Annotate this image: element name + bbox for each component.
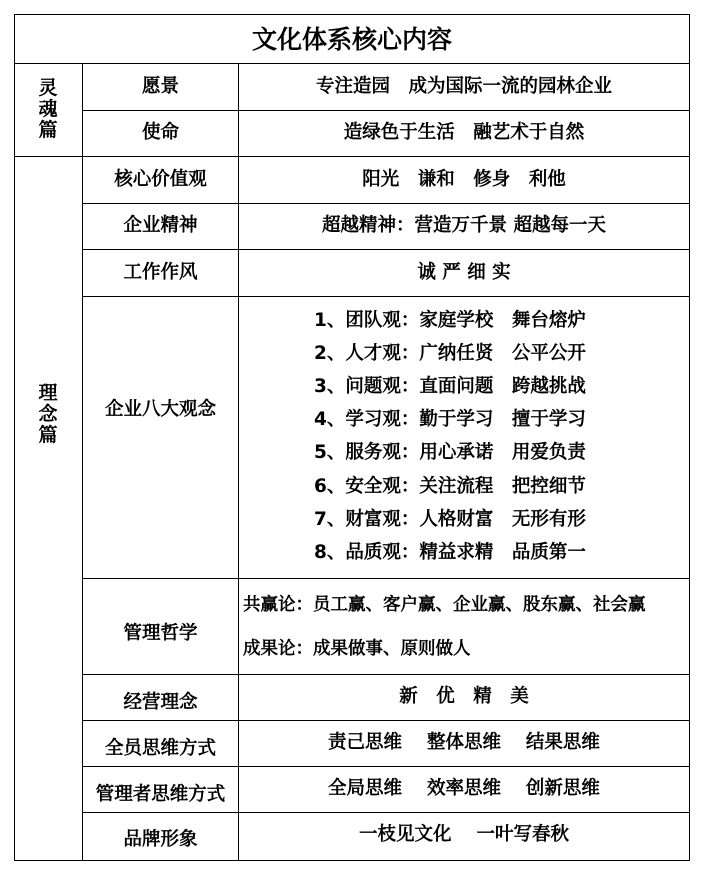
row-content-enterprise-spirit: 超越精神：营造万千景 超越每一天	[322, 215, 606, 236]
table-border-left	[14, 14, 15, 861]
list-item: 8、品质观：精益求精 品质第一	[314, 542, 586, 563]
section-label-philosophy: 理念篇	[38, 382, 58, 446]
row-name-core-values: 核心价值观	[114, 169, 207, 190]
row-divider	[82, 674, 690, 675]
row-content-mission: 造绿色于生活 融艺术于自然	[343, 122, 585, 143]
row-name-all-staff-thinking: 全员思维方式	[104, 738, 216, 759]
row-content-core-values: 阳光 谦和 修身 利他	[362, 169, 566, 190]
row-name-mission: 使命	[141, 122, 179, 143]
table-border-top	[14, 14, 690, 15]
row-divider	[82, 578, 690, 579]
list-item: 2、人才观：广纳任贤 公平公开	[314, 343, 586, 364]
row-divider	[82, 249, 690, 250]
row-name-management-philosophy: 管理哲学	[123, 623, 198, 644]
row-divider	[82, 296, 690, 297]
row-divider	[82, 720, 690, 721]
row-divider	[82, 766, 690, 767]
title-divider	[14, 63, 690, 64]
list-item: 3、问题观：直面问题 跨越挑战	[314, 376, 586, 397]
list-item: 5、服务观：用心承诺 用爱负责	[314, 442, 586, 463]
row-divider	[82, 812, 690, 813]
row-content-all-staff-thinking: 责己思维 整体思维 结果思维	[328, 732, 600, 753]
row-content-vision: 专注造园 成为国际一流的园林企业	[315, 76, 612, 97]
table-border-bottom	[14, 860, 690, 861]
row-content-business-philosophy: 新 优 精 美	[399, 686, 529, 707]
row-divider	[82, 203, 690, 204]
row-name-vision: 愿景	[141, 76, 179, 97]
section-divider	[14, 156, 690, 157]
row-name-manager-thinking: 管理者思维方式	[95, 784, 226, 805]
list-item: 6、安全观：关注流程 把控细节	[314, 476, 586, 497]
row-name-eight-concepts: 企业八大观念	[104, 399, 216, 420]
row-name-brand-image: 品牌形象	[123, 829, 198, 850]
row-name-work-style: 工作作风	[123, 262, 198, 283]
table-border-right	[689, 14, 690, 861]
row-name-enterprise-spirit: 企业精神	[123, 215, 198, 236]
list-item: 成果论：成果做事、原则做人	[243, 639, 471, 659]
row-content-work-style: 诚 严 细 实	[417, 262, 511, 283]
list-item: 共赢论：员工赢、客户赢、企业赢、股东赢、社会赢	[243, 595, 646, 615]
list-item: 7、财富观：人格财富 无形有形	[314, 509, 586, 530]
row-name-business-philosophy: 经营理念	[123, 692, 198, 713]
list-item: 1、团队观：家庭学校 舞台熔炉	[314, 310, 586, 331]
table-title: 文化体系核心内容	[251, 25, 452, 54]
row-content-brand-image: 一枝见文化 一叶写春秋	[359, 824, 569, 845]
row-content-manager-thinking: 全局思维 效率思维 创新思维	[328, 778, 600, 799]
section-label-soul: 灵魂篇	[38, 77, 58, 141]
row-divider	[82, 110, 690, 111]
list-item: 4、学习观：勤于学习 擅于学习	[314, 409, 586, 430]
